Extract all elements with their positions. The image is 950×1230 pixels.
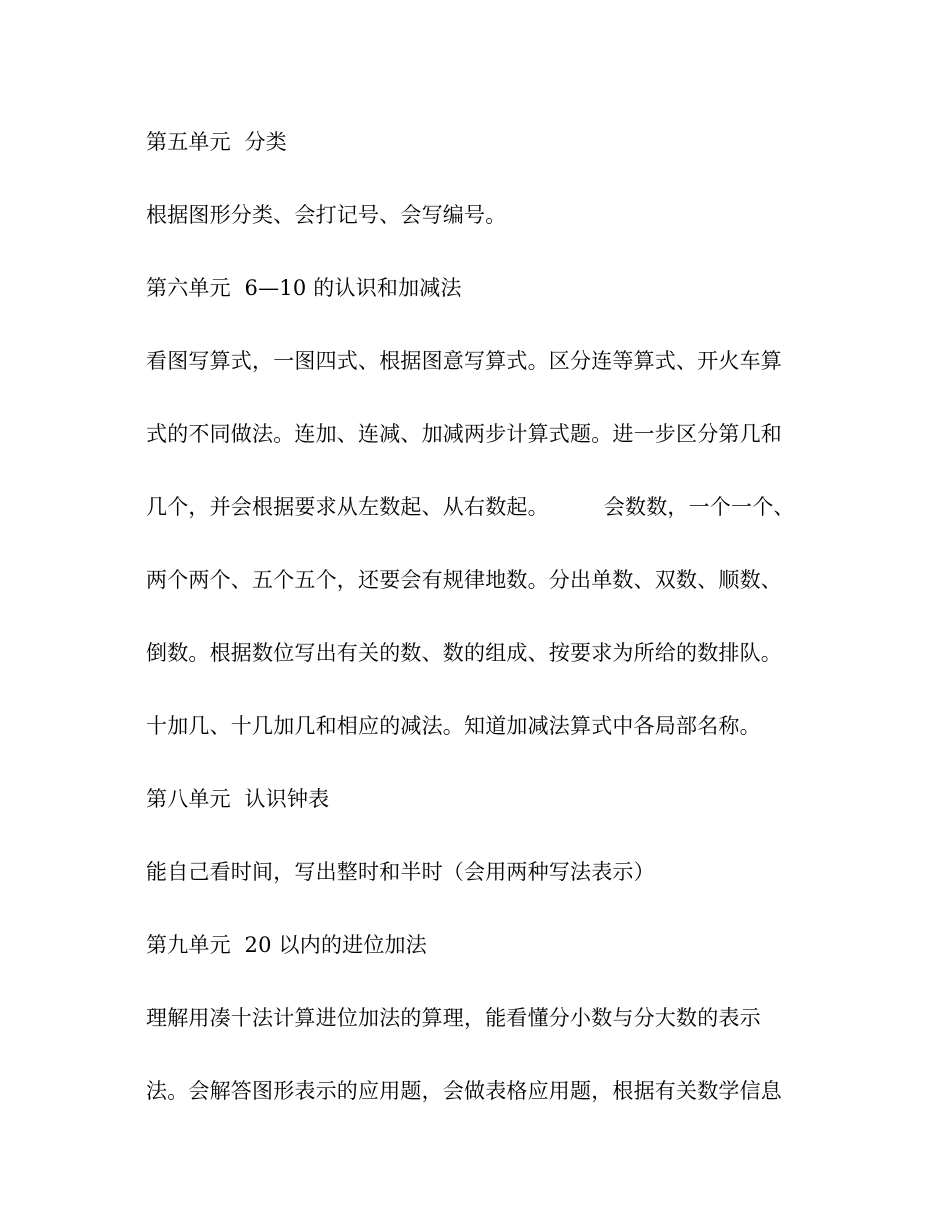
paragraph-line: 两个两个、五个五个，还要会有规律地数。分出单数、双数、顺数、 xyxy=(146,568,782,592)
paragraph-line: 几个，并会根据要求从左数起、从右数起。 会数数，一个一个、 xyxy=(146,495,795,519)
paragraph-line: 法。会解答图形表示的应用题，会做表格应用题，根据有关数学信息 xyxy=(146,1079,782,1103)
heading-unit-6: 第六单元 6—10 的认识和加减法 xyxy=(146,276,462,300)
paragraph-line: 能自己看时间，写出整时和半时（会用两种写法表示） xyxy=(146,860,655,884)
paragraph-line: 根据图形分类、会打记号、会写编号。 xyxy=(146,203,507,227)
heading-unit-8: 第八单元 认识钟表 xyxy=(146,787,330,811)
paragraph-line: 倒数。根据数位写出有关的数、数的组成、按要求为所给的数排队。 xyxy=(146,641,782,665)
paragraph-line: 理解用凑十法计算进位加法的算理，能看懂分小数与分大数的表示 xyxy=(146,1006,761,1030)
paragraph-line: 看图写算式，一图四式、根据图意写算式。区分连等算式、开火车算 xyxy=(146,349,782,373)
paragraph-line: 十加几、十几加几和相应的减法。知道加减法算式中各局部名称。 xyxy=(146,714,761,738)
heading-unit-9: 第九单元 20 以内的进位加法 xyxy=(146,933,427,957)
heading-unit-5: 第五单元 分类 xyxy=(146,130,287,154)
paragraph-line: 式的不同做法。连加、连减、加减两步计算式题。进一步区分第几和 xyxy=(146,422,782,446)
